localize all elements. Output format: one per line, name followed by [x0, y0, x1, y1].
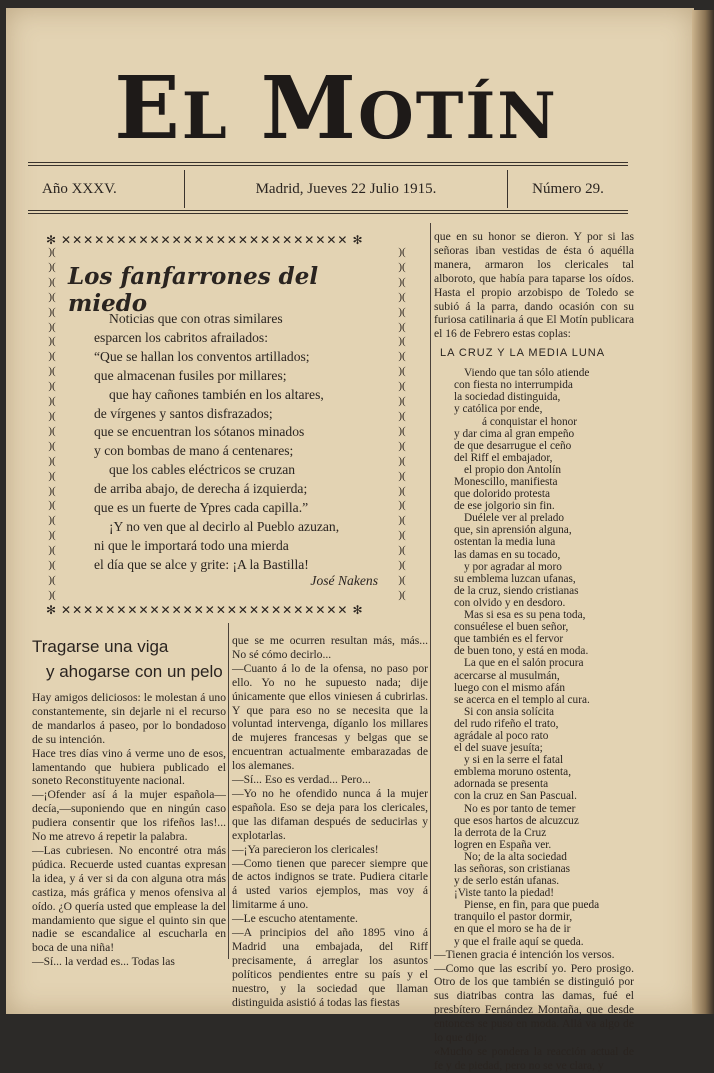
paragraph: que en su honor se dieron. Y por si las señoras iban vestidas de ésta ó aquélla manera, armaron los clericales tal alboroto, que había para taparse los oídos. Hasta el propio arzobispo de Toledo se subió á la parra, dando ocasión con su furiosa catilinaria á que El Motín publicara el 16 de Febrero estas coplas:	[434, 230, 634, 341]
verse-line: acercarse al musulmán,	[454, 669, 560, 682]
paragraph: —Cuanto á lo de la ofensa, no paso por ello. Yo no he supuesto nada; dije únicamente que ellos viniesen á cubrirlas. Y que para eso no se necesita que la voluntad intervenga, díganlo los millares de mujeres francesas y belgas que se encuentran actualmente embarazadas de los alemanes.	[232, 661, 428, 773]
verse-line: Si con ansia solícita	[464, 705, 555, 718]
verse-line: No; de la alta sociedad	[464, 850, 567, 863]
verse-line: del Riff el embajador,	[454, 451, 553, 464]
poem-box	[46, 233, 408, 615]
verse-line: y de serlo están ufanas.	[454, 875, 560, 888]
page-edge	[692, 10, 714, 1014]
verse-line: agrádale al poco rato	[454, 729, 549, 742]
paragraph: Hay amigos deliciosos: le molestan á uno constantemente, sin dejarle ni el recurso de mandarlos á paseo, por lo bondadoso de su intención.	[32, 691, 226, 746]
poem-line: que los cables eléctricos se cruzan	[109, 462, 296, 478]
paragraph: —Sí... Eso es verdad... Pero...	[232, 773, 371, 787]
poem-title: Los fanfarrones del miedo	[68, 263, 319, 317]
paragraph: —Como tienen que parecer siempre que de actos indignos se trate. Pudiera citarle á usted varios ejemplos, mas voy á limitarme á uno.	[232, 856, 428, 912]
verse-line: la derrota de la Cruz	[454, 826, 547, 839]
paragraph: —Las cubriesen. No encontré otra más púdica. Recuerde usted cuantas expresan la idea, y á ver si da con alguna otra más castiza, más gráfica y menos ofensiva al oído. ¿O quería usted que emplease la del mandamiento que sigue el quinto sin que nadie se escandalice al escucharla en boca de una niña!	[32, 843, 226, 955]
article-column-3	[434, 230, 634, 1073]
verse-line: la sociedad distinguida,	[454, 391, 561, 404]
paragraph: —Como que las escribí yo. Pero prosigo. Otro de los que también se distinguió por sus diatribas contra las damas, fué el presbítero Fernández Montaña, que desde entonces se puso en moda. Allá va algo de lo que dijo:	[434, 961, 634, 1045]
verse-line: ostentan la media luna	[454, 536, 556, 549]
verse-line: de buen tono, y está en moda.	[454, 645, 589, 658]
poem-border-right: )( )( )( )( )( )( )( )( )( )( )( )( )( )( )( )( )( )( )( )( )( )( )( )(	[398, 246, 406, 601]
verse-line: el del suave jesuíta;	[454, 742, 543, 755]
info-bottom-rule	[28, 210, 628, 211]
verse-line: del rudo rifeño el trato,	[454, 717, 559, 730]
verse-line: Viendo que tan sólo atiende	[464, 367, 590, 380]
verse-line: el propio don Antolín	[464, 463, 561, 476]
top-rule	[28, 162, 628, 163]
issue-number: Número 29.	[532, 180, 604, 197]
verse-line: luego con el mismo afán	[454, 681, 566, 694]
poem-lines	[94, 310, 394, 575]
masthead-otin: OTÍN	[357, 79, 558, 154]
poem-line: esparcen los cabritos afrailados:	[94, 329, 269, 345]
verse-line: y si en la serre el fatal	[464, 754, 564, 767]
verse-line: y dar cima al gran empeño	[454, 427, 575, 440]
verse-line: Duélele ver al prelado	[464, 512, 565, 525]
verse-line: su emblema luzcan ufanas,	[454, 572, 576, 585]
paragraph: Hace tres días vino á verme uno de esos, lamentando que hubiera publicado el soneto Reconstituyente nacional.	[32, 746, 226, 788]
masthead-initial-m: M	[260, 58, 358, 159]
poem-author: José Nakens	[310, 573, 378, 588]
info-bottom-rule-2	[28, 213, 628, 214]
verse-line: con la cruz en San Pascual.	[454, 790, 577, 803]
verse-line: ¡Viste tanto la piedad!	[454, 887, 555, 900]
verse-line: se acerca en el templo al cura.	[454, 693, 590, 706]
poem-line: que hay cañones también en los altares,	[109, 386, 324, 402]
verse-line: con olvido y en desdoro.	[454, 596, 566, 609]
masthead	[86, 58, 586, 159]
verse-line: La que en el salón procura	[464, 657, 584, 670]
masthead-initial-e: E	[114, 58, 182, 159]
poem-line: ¡Y no ven que al decirlo al Pueblo azuzan,	[109, 518, 340, 534]
poem-line: ni que le importará todo una mierda	[94, 537, 289, 553]
masthead-l: L	[181, 79, 229, 154]
paragraph: —¡Ofender así á la mujer española—decía,—suponiendo que en ningún caso pudiera consentir que los rifeños las!... No me atrevo á repetir la palabra.	[32, 788, 226, 844]
article-title	[32, 634, 232, 684]
verse-line: emblema moruno ostenta,	[454, 766, 572, 779]
verse-line: logren en España ver.	[454, 838, 552, 851]
verse-title: LA CRUZ Y LA MEDIA LUNA	[440, 347, 606, 360]
article-column-2	[232, 634, 428, 1009]
verse-line: á conquistar el honor	[482, 415, 578, 428]
poem-line: de vírgenes y santos disfrazados;	[94, 405, 273, 421]
verse-line: y católica por ende,	[454, 403, 543, 416]
verse-line: y que el fraile aquí se queda.	[454, 935, 584, 948]
verse	[454, 367, 634, 948]
article-title-line-2: y ahogarse con un pelo	[46, 662, 223, 681]
article-column-1	[32, 691, 226, 969]
newspaper-page	[6, 8, 694, 1072]
top-rule-2	[28, 165, 628, 166]
article-title-line-1: Tragarse una viga	[32, 637, 169, 656]
paragraph: —Yo no he ofendido nunca á la mujer española. Eso se deja para los clericales, que las difaman después de seducirlas y explotarlas.	[232, 786, 428, 842]
paragraph: —A principios del año 1895 vino á Madrid una embajada, del Riff precisamente, á arreglar los asuntos políticos pendientes entre su país y el nuestro, y la sociedad que llaman distinguida asistió á todas las fiestas	[232, 926, 428, 1009]
verse-line: adornada se presenta	[454, 778, 549, 791]
paragraph: —Le escucho atentamente.	[232, 912, 358, 926]
issue-info-bar	[28, 170, 628, 208]
poem-line: que es un fuerte de Ypres cada capilla.”	[94, 500, 309, 516]
verse-line: con fiesta no interrumpida	[454, 379, 573, 392]
issue-date: Madrid, Jueves 22 Julio 1915.	[185, 170, 508, 208]
verse-line: Monescillo, manifiesta	[454, 476, 558, 488]
poem-border-bottom: ✻ ✕✕✕✕✕✕✕✕✕✕✕✕✕✕✕✕✕✕✕✕✕✕✕✕✕✕ ✻	[46, 603, 364, 617]
poem-border-left: )( )( )( )( )( )( )( )( )( )( )( )( )( )( )( )( )( )( )( )( )( )( )( )(	[48, 246, 56, 601]
paragraph: —Sí... la verdad es... Todas las	[32, 955, 175, 969]
paragraph: «Mucho se pondera la reacción actual de fe y de piedad, pero no se ve clara, y	[434, 1045, 634, 1072]
verse-line: en que el moro se ha de ir	[454, 923, 571, 936]
verse-line: de ese jolgorio sin fin.	[454, 500, 555, 513]
poem-line: Noticias que con otras similares	[109, 311, 283, 326]
verse-line: de que desarrugue el ceño	[454, 439, 572, 452]
poem-line: “Que se hallan los conventos artillados;	[94, 348, 310, 364]
verse-line: las damas en su tocado,	[454, 548, 561, 561]
verse-line: consuélese el buen señor,	[454, 621, 569, 634]
paragraph: que se me ocurren resultan más, más... No sé cómo decirlo...	[232, 634, 428, 661]
poem-line: el día que se alce y grite: ¡A la Bastilla!	[94, 556, 309, 572]
poem-line: que se encuentran los sótanos minados	[94, 424, 305, 440]
verse-line: No es por tanto de temer	[464, 802, 576, 815]
poem-border-top: ✻ ✕✕✕✕✕✕✕✕✕✕✕✕✕✕✕✕✕✕✕✕✕✕✕✕✕✕ ✻	[46, 233, 364, 247]
paragraph: —Tienen gracia é intención los versos.	[434, 947, 615, 961]
poem-line: y con bombas de mano á centenares;	[94, 443, 294, 459]
poem-line: de arriba abajo, de derecha á izquierda;	[94, 481, 308, 497]
verse-line: las señoras, son cristianas	[454, 863, 571, 875]
verse-line: y por agradar al moro	[464, 560, 562, 573]
issue-year: Año XXXV.	[28, 170, 185, 208]
paragraph: —¡Ya parecieron los clericales!	[232, 842, 379, 856]
verse-line: de la cruz, siendo cristianas	[454, 584, 579, 597]
poem-line: que almacenan fusiles por millares;	[94, 367, 287, 383]
verse-line: Piense, en fin, para que pueda	[464, 899, 600, 912]
column-divider-2	[430, 223, 431, 959]
verse-line: que también es el fervor	[454, 633, 564, 646]
verse-line: Mas si esa es su pena toda,	[464, 609, 586, 622]
verse-line: que, sin aprensión alguna,	[454, 524, 572, 537]
verse-line: tranquilo el pastor dormir,	[454, 911, 573, 924]
verse-line: que esos hartos de alcuzcuz	[454, 814, 579, 827]
verse-line: que dolorido protesta	[454, 488, 551, 501]
